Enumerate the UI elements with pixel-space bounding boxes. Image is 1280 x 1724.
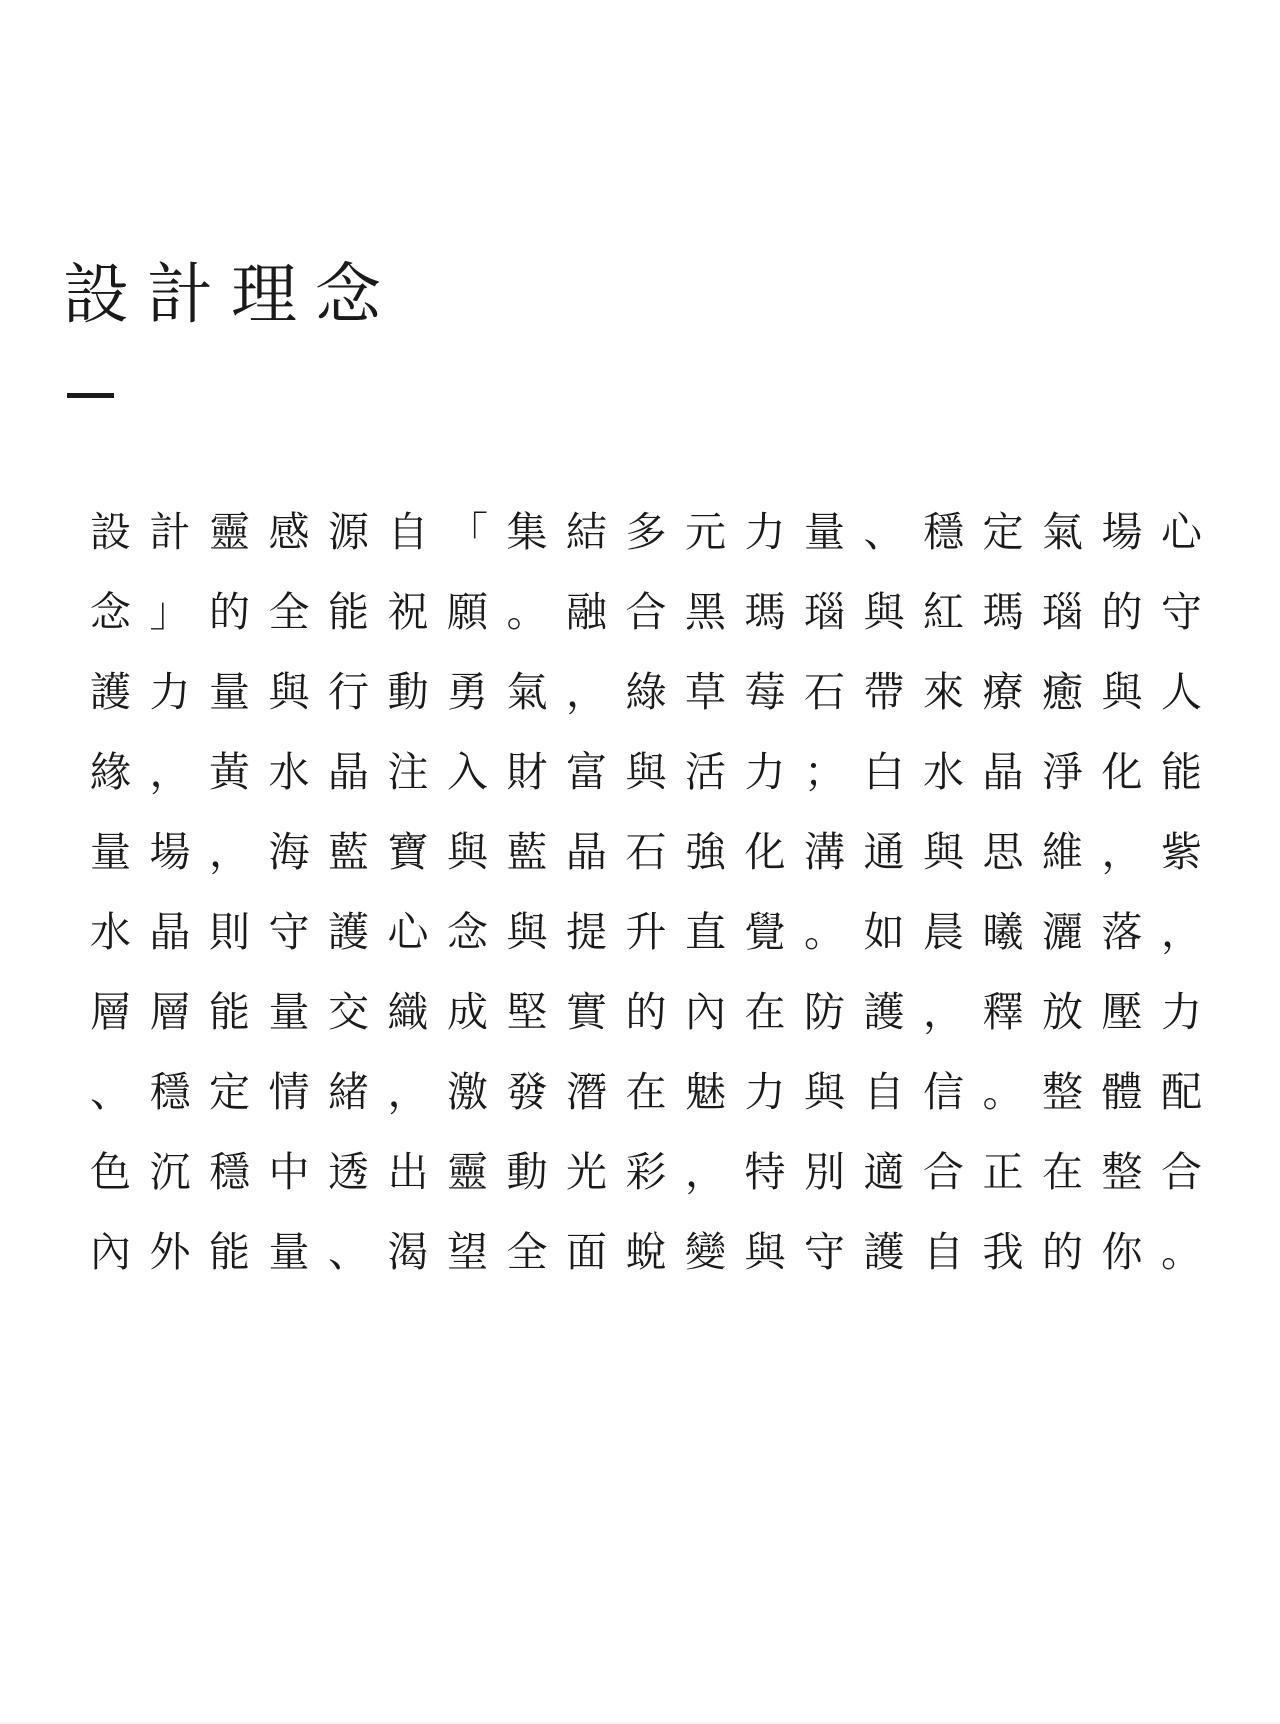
paragraph-line: 護力量與行動勇氣，綠草莓石帶來療癒與人 <box>90 668 1221 716</box>
paragraph-line: 色沉穩中透出靈動光彩，特別適合正在整合 <box>90 1148 1221 1196</box>
paragraph-line: 念」的全能祝願。融合黑瑪瑙與紅瑪瑙的守 <box>90 588 1221 636</box>
title-underline <box>67 393 114 398</box>
paragraph-line: 內外能量、渴望全面蛻變與守護自我的你。 <box>90 1228 1221 1276</box>
paragraph-line: 設計靈感源自「集結多元力量、穩定氣場心 <box>90 508 1221 556</box>
paragraph-line: 水晶則守護心念與提升直覺。如晨曦灑落， <box>90 908 1221 956</box>
paragraph-line: 、穩定情緒，激發潛在魅力與自信。整體配 <box>90 1068 1221 1116</box>
section-title: 設計理念 <box>63 256 399 333</box>
design-concept-paragraph <box>90 500 1221 1300</box>
paragraph-line: 緣，黃水晶注入財富與活力；白水晶淨化能 <box>90 748 1221 796</box>
paragraph-line: 層層能量交織成堅實的內在防護，釋放壓力 <box>90 988 1221 1036</box>
paragraph-line: 量場，海藍寶與藍晶石強化溝通與思維，紫 <box>90 828 1221 876</box>
